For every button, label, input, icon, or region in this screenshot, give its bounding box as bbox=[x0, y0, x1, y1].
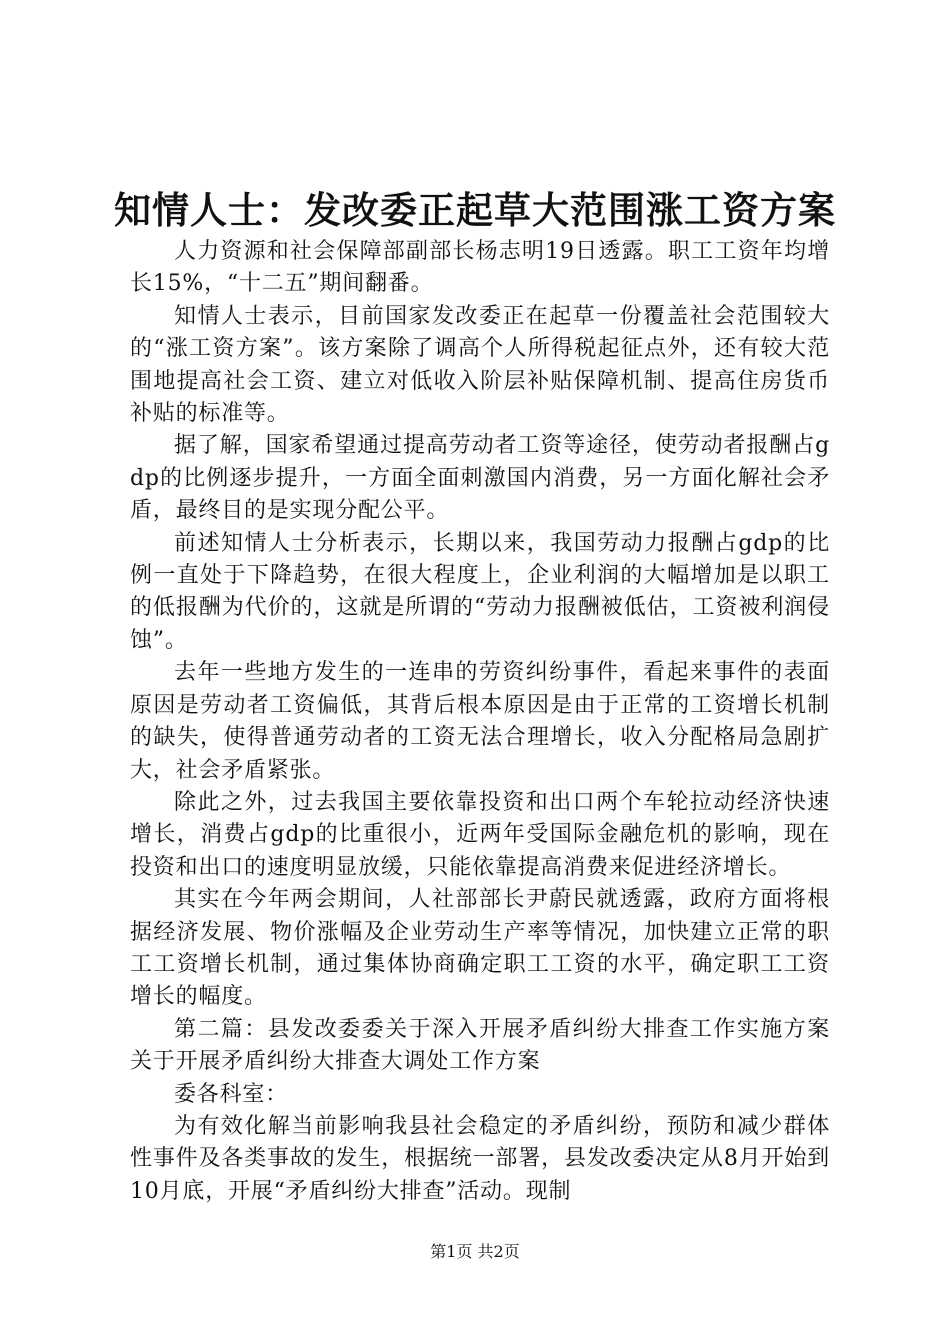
paragraph: 去年一些地方发生的一连串的劳资纠纷事件，看起来事件的表面原因是劳动者工资偏低，其背后根本原因是由于正常的工资增长机制的缺失，使得普通劳动者的工资无法合理增长，收入分配格局急剧扩大，社会矛盾紧张。 bbox=[130, 660, 830, 783]
document-title: 知情人士：发改委正起草大范围涨工资方案 bbox=[114, 188, 836, 232]
paragraph: 人力资源和社会保障部副部长杨志明19日透露。职工工资年均增长15%，“十二五”期间翻番。 bbox=[130, 239, 830, 297]
salutation-paragraph: 委各科室： bbox=[174, 1081, 289, 1107]
page-number-footer: 第1页 共2页 bbox=[430, 1242, 520, 1261]
paragraph: 除此之外，过去我国主要依靠投资和出口两个车轮拉动经济快速增长，消费占gdp的比重很小，近两年受国际金融危机的影响，现在投资和出口的速度明显放缓，只能依靠提高消费来促进经济增长。 bbox=[130, 789, 830, 880]
section-heading-paragraph: 第二篇：县发改委委关于深入开展矛盾纠纷大排查工作实施方案关于开展矛盾纠纷大排查大调处工作方案 bbox=[130, 1016, 830, 1075]
paragraph: 其实在今年两会期间，人社部部长尹蔚民就透露，政府方面将根据经济发展、物价涨幅及企业劳动生产率等情况，加快建立正常的职工工资增长机制，通过集体协商确定职工工资的水平，确定职工工资增长的幅度。 bbox=[130, 887, 830, 1010]
paragraph: 为有效化解当前影响我县社会稳定的矛盾纠纷，预防和减少群体性事件及各类事故的发生，根据统一部署，县发改委决定从8月开始到10月底，开展“矛盾纠纷大排查”活动。现制 bbox=[130, 1113, 830, 1204]
document-body bbox=[130, 236, 830, 1208]
paragraph: 前述知情人士分析表示，长期以来，我国劳动力报酬占gdp的比例一直处于下降趋势，在很大程度上，企业利润的大幅增加是以职工的低报酬为代价的，这就是所谓的“劳动力报酬被低估，工资被利润侵蚀”。 bbox=[130, 530, 830, 653]
paragraph: 知情人士表示，目前国家发改委正在起草一份覆盖社会范围较大的“涨工资方案”。该方案除了调高个人所得税起征点外，还有较大范围地提高社会工资、建立对低收入阶层补贴保障机制、提高住房货币补贴的标准等。 bbox=[130, 303, 830, 427]
paragraph: 据了解，国家希望通过提高劳动者工资等途径，使劳动者报酬占gdp的比例逐步提升，一方面全面刺激国内消费，另一方面化解社会矛盾，最终目的是实现分配公平。 bbox=[130, 433, 830, 524]
